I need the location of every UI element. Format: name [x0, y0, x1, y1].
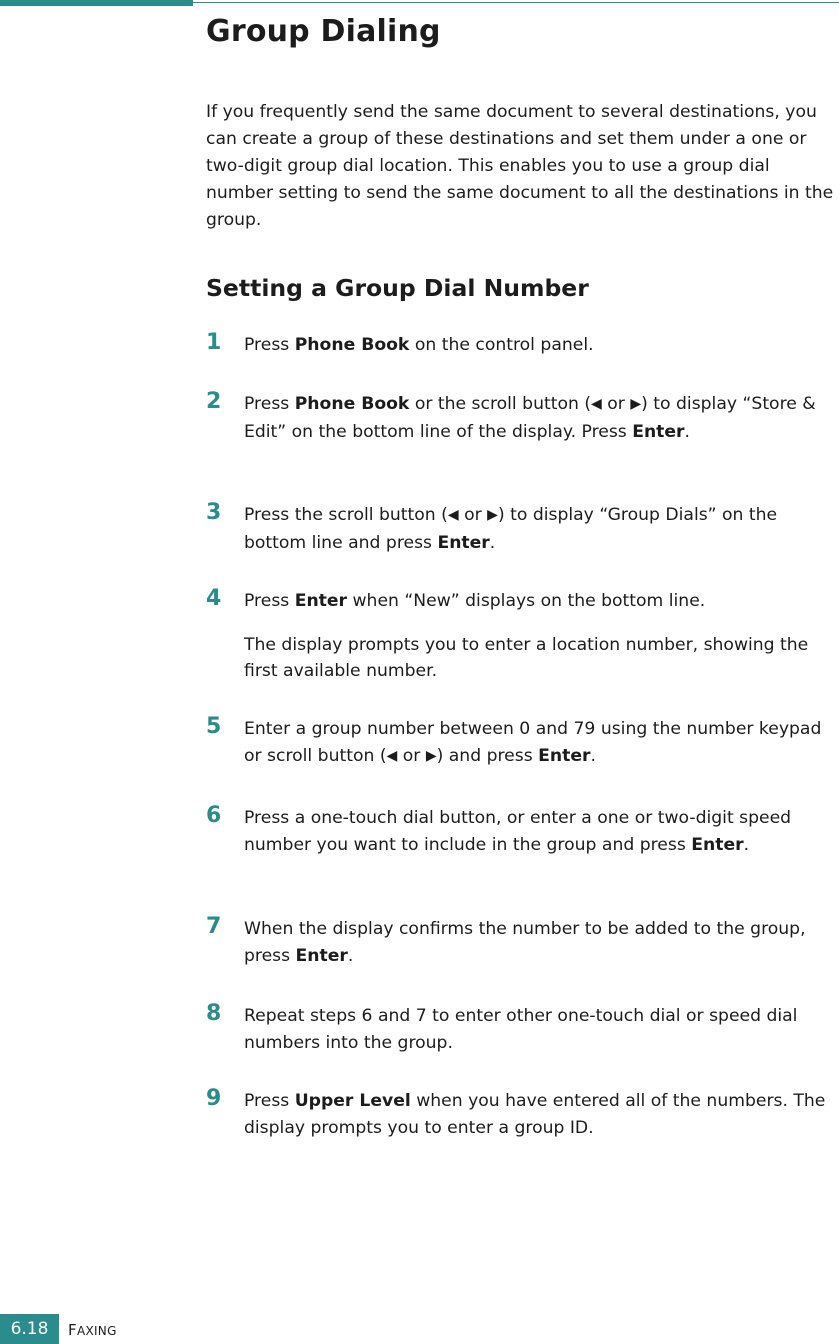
header-accent-bar	[0, 0, 193, 6]
step-number: 1	[206, 330, 222, 355]
step-text: Press Phone Book or the scroll button (◀ or ▶) to display “Store & Edit” on the bottom line of the display. Press Enter.	[244, 391, 836, 445]
enter-key-label: Enter	[437, 532, 490, 553]
left-arrow-icon: ◀	[591, 396, 602, 412]
enter-key-label: Enter	[295, 945, 348, 966]
step-1	[206, 332, 836, 359]
enter-key-label: Enter	[294, 591, 348, 611]
step-8	[206, 1003, 836, 1056]
section-heading: Setting a Group Dial Number	[206, 274, 589, 302]
step-5	[206, 716, 836, 770]
page-title: Group Dialing	[206, 14, 441, 49]
step-number: 9	[206, 1086, 222, 1111]
step-text: Press the scroll button (◀ or ▶) to display “Group Dials” on the bottom line and press Enter.	[244, 502, 836, 556]
step-note: The display prompts you to enter a location number, showing the first available number.	[244, 634, 809, 681]
step-6	[206, 805, 836, 858]
chapter-label: FAXING	[68, 1321, 117, 1339]
right-arrow-icon: ▶	[487, 507, 498, 523]
step-7	[206, 916, 836, 969]
step-text: When the display confirms the number to be added to the group, press Enter.	[244, 919, 806, 966]
intro-paragraph: If you frequently send the same document to several destinations, you can create a group of these destinations and set them under a one or two-digit group dial location. This enables you to use a group dial number setting to send the same document to all the destinations in the group.	[206, 102, 834, 230]
right-arrow-icon: ▶	[425, 747, 437, 764]
step-4	[206, 588, 836, 685]
step-9	[206, 1088, 836, 1141]
header-rule	[193, 2, 839, 3]
step-number: 3	[206, 500, 222, 525]
enter-key-label: Enter	[538, 745, 591, 766]
step-text: Repeat steps 6 and 7 to enter other one-touch dial or speed dial numbers into the group.	[244, 1006, 798, 1053]
left-arrow-icon: ◀	[386, 747, 398, 764]
step-text: Press Upper Level when you have entered all of the numbers. The display prompts you to enter a group ID.	[244, 1091, 826, 1138]
step-text: Enter a group number between 0 and 79 using the number keypad or scroll button (◀ or ▶) and press Enter.	[244, 716, 836, 770]
step-text: Press Phone Book on the control panel.	[244, 335, 594, 355]
step-2	[206, 391, 836, 445]
step-number: 7	[206, 914, 222, 939]
step-number: 4	[206, 586, 222, 611]
step-3	[206, 502, 836, 556]
phone-book-key-label: Phone Book	[294, 335, 410, 355]
step-number: 6	[206, 803, 222, 828]
upper-level-key-label: Upper Level	[294, 1091, 411, 1111]
page-number: 6.18	[0, 1314, 59, 1344]
step-text: Press a one-touch dial button, or enter a one or two-digit speed number you want to include in the group and press Enter.	[244, 808, 792, 855]
enter-key-label: Enter	[632, 421, 685, 442]
step-number: 8	[206, 1001, 222, 1026]
phone-book-key-label: Phone Book	[294, 394, 410, 414]
step-number: 5	[206, 714, 222, 739]
step-text: Press Enter when “New” displays on the bottom line.	[244, 591, 706, 611]
step-number: 2	[206, 389, 222, 414]
left-arrow-icon: ◀	[447, 507, 459, 523]
enter-key-label: Enter	[691, 834, 744, 855]
right-arrow-icon: ▶	[630, 396, 642, 412]
